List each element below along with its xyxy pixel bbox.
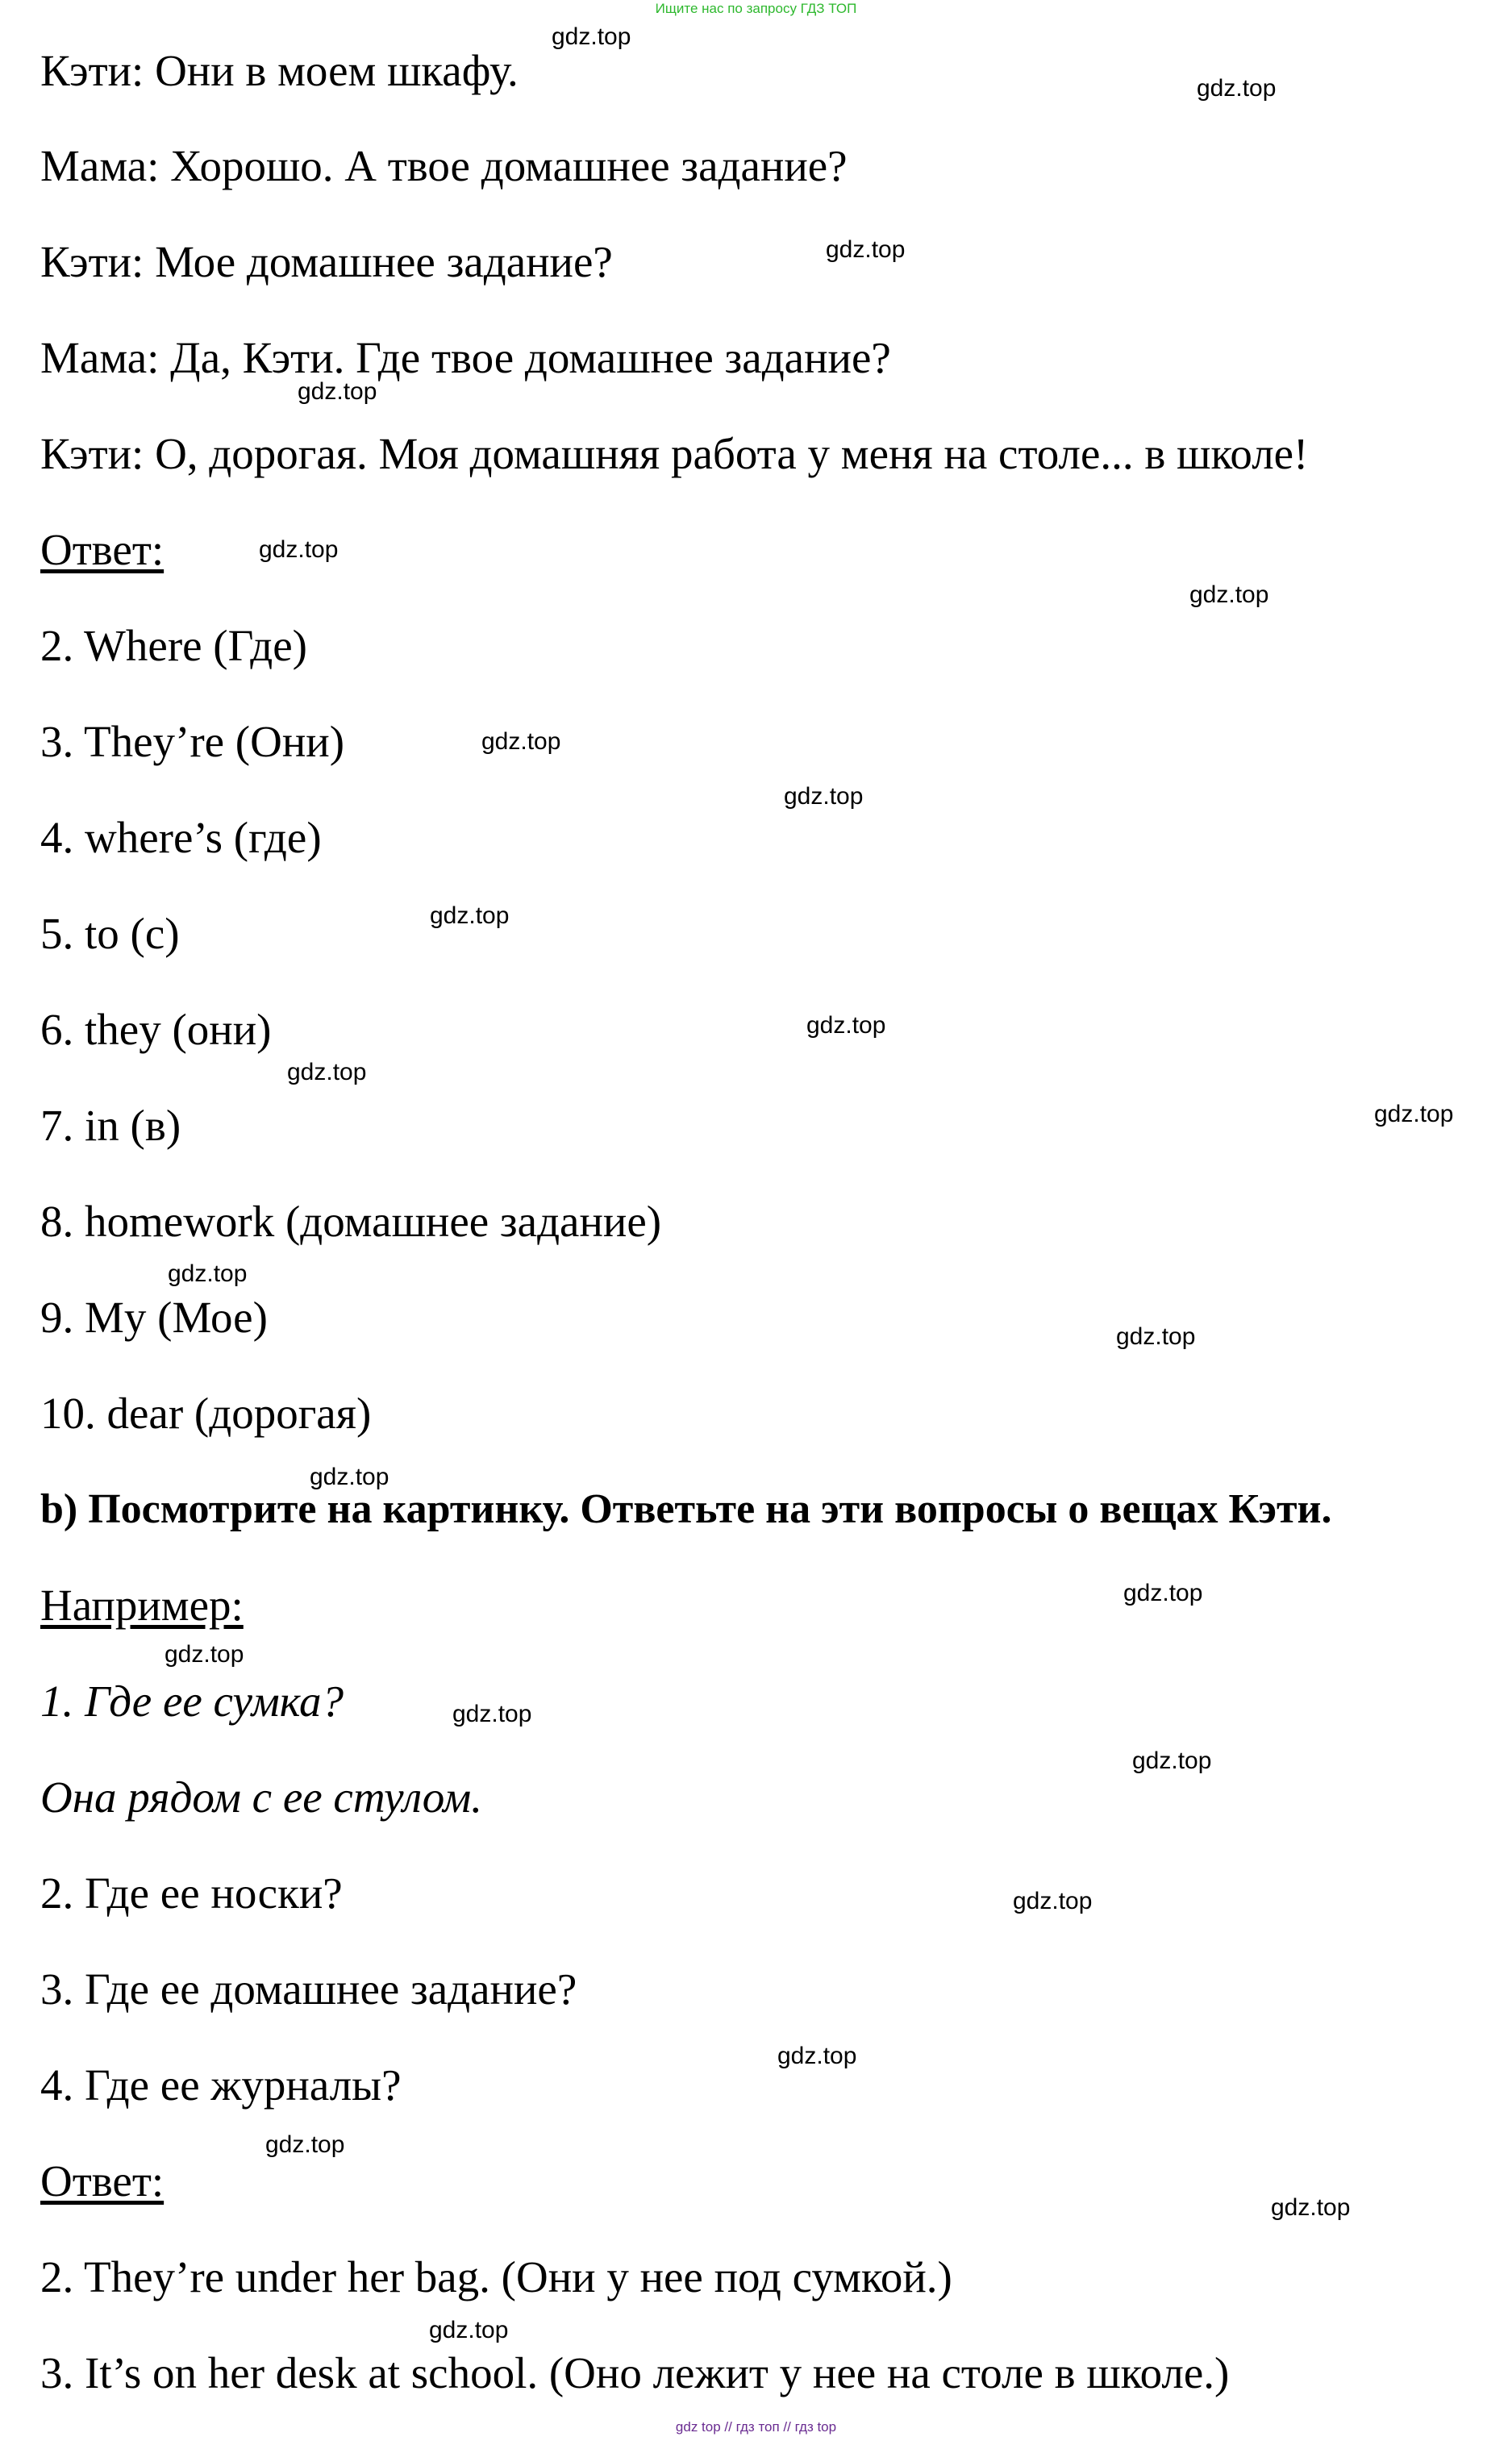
watermark: gdz.top (165, 1641, 244, 1668)
dialogue-line: Кэти: О, дорогая. Моя домашняя работа у меня на столе... в школе! (40, 429, 1309, 478)
answer-item: 4. where’s (где) (40, 813, 322, 862)
task-b-heading: b) Посмотрите на картинку. Ответьте на эти вопросы о вещах Кэти. (40, 1486, 1332, 1532)
question-item: 4. Где ее журналы? (40, 2060, 402, 2110)
answer-item: 2. They’re under her bag. (Они у нее под сумкой.) (40, 2252, 952, 2301)
answer-item: 3. It’s on her desk at school. (Оно лежит у нее на столе в школе.) (40, 2348, 1230, 2397)
question-item: 2. Где ее носки? (40, 1868, 343, 1918)
dialogue-line: Кэти: Мое домашнее задание? (40, 237, 613, 286)
answer-item: 6. they (они) (40, 1005, 272, 1054)
answer-item: 7. in (в) (40, 1101, 181, 1150)
answer-item: 2. Where (Где) (40, 621, 307, 670)
dialogue-line: Кэти: Они в моем шкафу. (40, 46, 519, 95)
watermark: gdz.top (1132, 1747, 1212, 1774)
watermark: gdz.top (310, 1464, 389, 1490)
watermark: gdz.top (168, 1260, 248, 1287)
watermark: gdz.top (1271, 2194, 1351, 2221)
answer-item: 3. They’re (Они) (40, 717, 345, 766)
answer-item: 8. homework (домашнее задание) (40, 1197, 662, 1246)
example-question: 1. Где ее сумка? (40, 1677, 344, 1726)
example-answer: Она рядом с ее стулом. (40, 1772, 483, 1822)
watermark: gdz.top (1374, 1101, 1454, 1127)
watermark: gdz.top (552, 23, 631, 50)
watermark: gdz.top (777, 2043, 857, 2069)
watermark: gdz.top (481, 728, 561, 755)
watermark: gdz.top (452, 1701, 532, 1727)
watermark: gdz.top (1123, 1580, 1203, 1606)
watermark: gdz.top (1189, 581, 1269, 608)
answer-item: 9. My (Мое) (40, 1293, 268, 1342)
header-note[interactable]: Ищите нас по запросу ГДЗ ТОП (655, 1, 857, 16)
answer-item: 10. dear (дорогая) (40, 1389, 372, 1438)
watermark: gdz.top (1116, 1323, 1196, 1350)
example-label: Например: (40, 1581, 244, 1630)
watermark: gdz.top (1197, 75, 1277, 102)
answer-label-b: Ответ: (40, 2156, 165, 2206)
watermark: gdz.top (1013, 1888, 1093, 1914)
watermark: gdz.top (298, 378, 377, 405)
watermark: gdz.top (287, 1059, 367, 1085)
watermark: gdz.top (265, 2131, 345, 2158)
dialogue-line: Мама: Хорошо. А твое домашнее задание? (40, 141, 848, 190)
dialogue-line: Мама: Да, Кэти. Где твое домашнее задание? (40, 333, 891, 382)
watermark: gdz.top (826, 236, 906, 263)
watermark: gdz.top (806, 1012, 886, 1039)
footer-note[interactable]: gdz top // гдз топ // гдз top (675, 2419, 837, 2435)
watermark: gdz.top (259, 536, 339, 563)
watermark: gdz.top (430, 902, 510, 929)
answer-item: 5. to (с) (40, 909, 180, 958)
watermark: gdz.top (429, 2317, 509, 2343)
answer-label-a: Ответ: (40, 525, 165, 574)
watermark: gdz.top (784, 783, 864, 810)
question-item: 3. Где ее домашнее задание? (40, 1964, 577, 2014)
